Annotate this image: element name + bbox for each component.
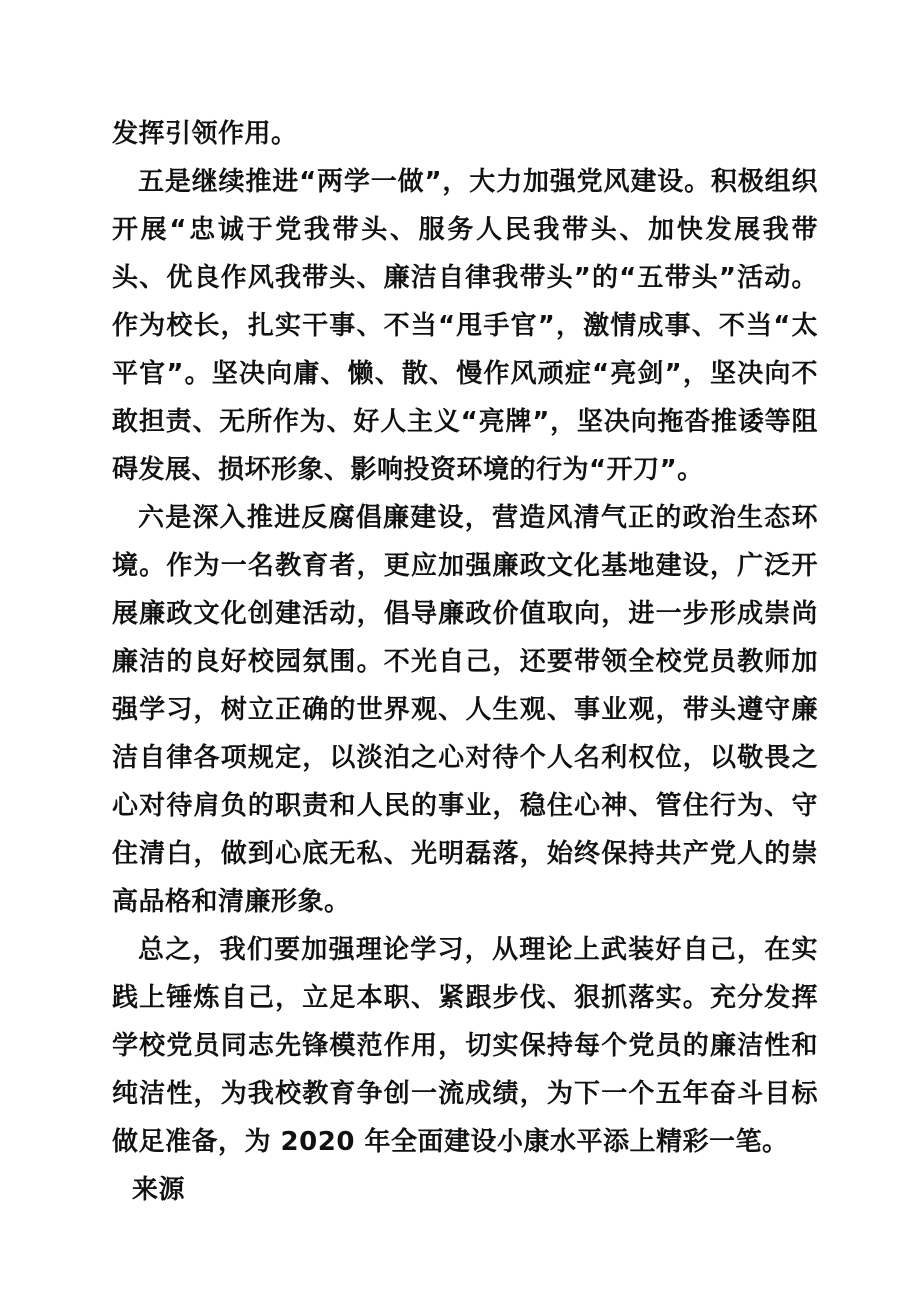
- paragraph-3: 六是深入推进反腐倡廉建设，营造风清气正的政治生态环境。作为一名教育者，更应加强廉政文化基地建设，广泛开展廉政文化创建活动，倡导廉政价值取向，进一步形成崇尚廉洁的良好校园氛围。不光自己，还要带领全校党员教师加强学习，树立正确的世界观、人生观、事业观，带头遵守廉洁自律各项规定，以淡泊之心对待个人名利权位，以敬畏之心对待肩负的职责和人民的事业，稳住心神、管住行为、守住清白，做到心底无私、光明磊落，始终保持共产党人的崇高品格和清廉形象。: [112, 503, 818, 917]
- paragraph-4: 总之，我们要加强理论学习，从理论上武装好自己，在实践上锤炼自己，立足本职、紧跟步伐、狠抓落实。充分发挥学校党员同志先锋模范作用，切实保持每个党员的廉洁性和纯洁性，为我校教育争创一流成绩，为下一个五年奋斗目标做足准备，为 2020 年全面建设小康水平添上精彩一笔。: [112, 935, 818, 1157]
- paragraph-2: 五是继续推进“两学一做”，大力加强党风建设。积极组织开展“忠诚于党我带头、服务人民我带头、加快发展我带头、优良作风我带头、廉洁自律我带头”的“五带头”活动。作为校长，扎实干事、不当“甩手官”，激情成事、不当“太平官”。坚决向庸、懒、散、慢作风顽症“亮剑”，坚决向不敢担责、无所作为、好人主义“亮牌”，坚决向拖沓推诿等阻碍发展、损坏形象、影响投资环境的行为“开刀”。: [112, 167, 818, 485]
- source-label: 来源: [132, 1175, 186, 1205]
- document-body: [112, 110, 818, 1214]
- paragraph-1: 发挥引领作用。: [112, 119, 298, 149]
